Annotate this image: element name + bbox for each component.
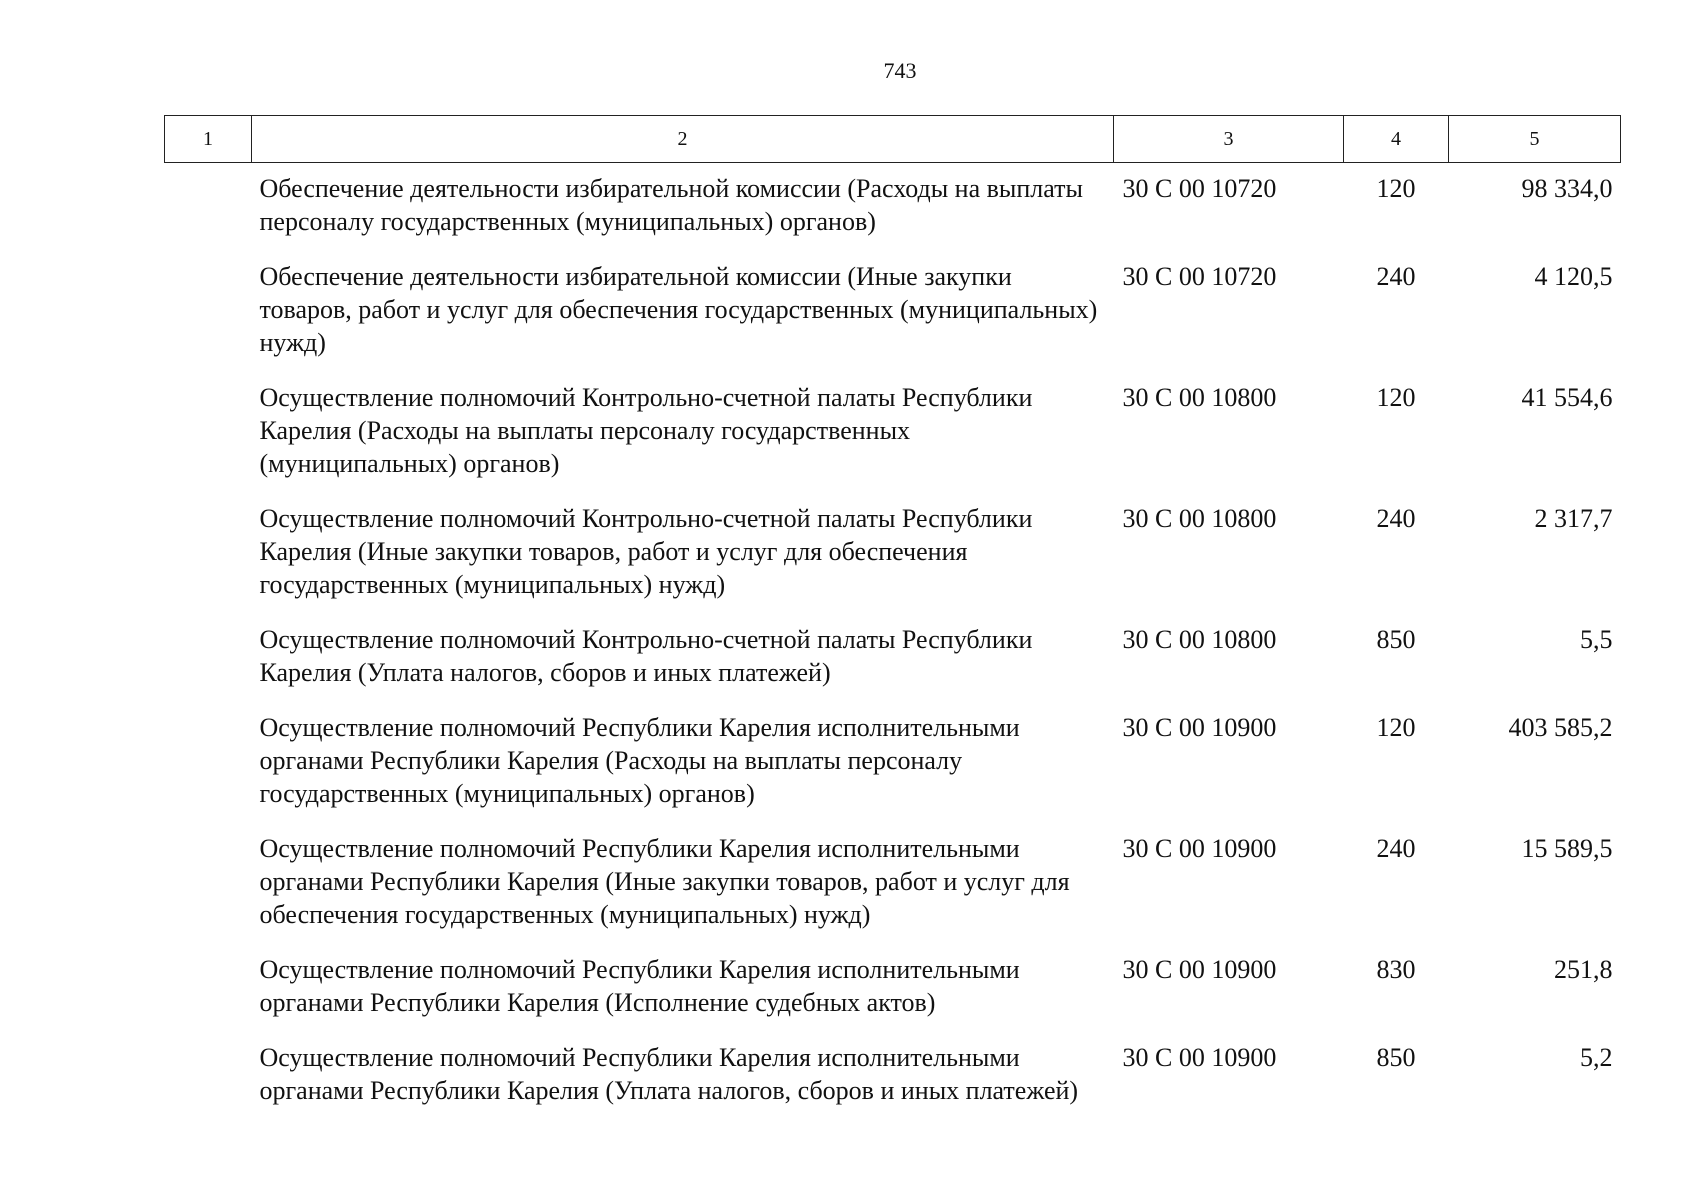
row-index-cell xyxy=(165,252,252,373)
header-col-2: 2 xyxy=(252,116,1114,163)
table-row xyxy=(165,703,1621,824)
table-row xyxy=(165,824,1621,945)
row-index-cell xyxy=(165,494,252,615)
row-index-cell xyxy=(165,373,252,494)
row-code: 30 С 00 10720 xyxy=(1122,262,1277,291)
row-amount: 5,5 xyxy=(1580,625,1613,654)
table-row xyxy=(165,945,1621,1033)
row-code: 30 С 00 10900 xyxy=(1122,713,1277,742)
row-name: Обеспечение деятельности избирательной комиссии (Расходы на выплаты персоналу государственных (муниципальных) органов) xyxy=(259,174,1083,236)
row-name: Осуществление полномочий Республики Карелия исполнительными органами Республики Карелия (Исполнение судебных актов) xyxy=(259,955,1020,1017)
row-type: 830 xyxy=(1376,955,1416,984)
row-index-cell xyxy=(165,824,252,945)
row-name: Обеспечение деятельности избирательной комиссии (Иные закупки товаров, работ и услуг для обеспечения государственных (муниципальных) нужд) xyxy=(259,262,1098,357)
row-name: Осуществление полномочий Республики Карелия исполнительными органами Республики Карелия (Уплата налогов, сборов и иных платежей) xyxy=(259,1043,1079,1105)
row-index-cell xyxy=(165,1033,252,1121)
row-amount: 4 120,5 xyxy=(1534,262,1613,291)
table-row xyxy=(165,373,1621,494)
row-name: Осуществление полномочий Контрольно-счетной палаты Республики Карелия (Расходы на выплаты персоналу государственных (муниципальных) органов) xyxy=(259,383,1033,478)
row-type: 850 xyxy=(1376,625,1416,654)
row-amount: 403 585,2 xyxy=(1508,713,1613,742)
row-type: 240 xyxy=(1376,834,1416,863)
row-code: 30 С 00 10900 xyxy=(1122,955,1277,984)
row-amount: 41 554,6 xyxy=(1521,383,1613,412)
page-number: 743 xyxy=(883,58,917,83)
row-amount: 98 334,0 xyxy=(1521,174,1613,203)
header-col-1: 1 xyxy=(165,116,252,163)
table-row xyxy=(165,615,1621,703)
row-type: 850 xyxy=(1376,1043,1416,1072)
row-code: 30 С 00 10720 xyxy=(1122,174,1277,203)
row-name: Осуществление полномочий Контрольно-счетной палаты Республики Карелия (Уплата налогов, сборов и иных платежей) xyxy=(259,625,1033,687)
row-code: 30 С 00 10800 xyxy=(1122,625,1277,654)
row-amount: 2 317,7 xyxy=(1534,504,1613,533)
table-row xyxy=(165,163,1621,253)
row-code: 30 С 00 10900 xyxy=(1122,1043,1277,1072)
row-type: 240 xyxy=(1376,504,1416,533)
row-name: Осуществление полномочий Республики Карелия исполнительными органами Республики Карелия (Расходы на выплаты персоналу государственных (муниципальных) органов) xyxy=(259,713,1020,808)
row-code: 30 С 00 10800 xyxy=(1122,383,1277,412)
header-col-3: 3 xyxy=(1114,116,1344,163)
row-index-cell xyxy=(165,163,252,253)
budget-table xyxy=(164,115,1621,1121)
table-row xyxy=(165,494,1621,615)
row-type: 120 xyxy=(1376,383,1416,412)
row-amount: 251,8 xyxy=(1554,955,1613,984)
row-type: 240 xyxy=(1376,262,1416,291)
header-col-5: 5 xyxy=(1449,116,1621,163)
row-code: 30 С 00 10800 xyxy=(1122,504,1277,533)
row-amount: 15 589,5 xyxy=(1521,834,1613,863)
header-row xyxy=(165,116,1621,163)
row-index-cell xyxy=(165,945,252,1033)
table-row xyxy=(165,1033,1621,1121)
row-amount: 5,2 xyxy=(1580,1043,1613,1072)
row-index-cell xyxy=(165,703,252,824)
row-type: 120 xyxy=(1376,713,1416,742)
row-type: 120 xyxy=(1376,174,1416,203)
table-body xyxy=(165,163,1621,1122)
row-name: Осуществление полномочий Контрольно-счетной палаты Республики Карелия (Иные закупки товаров, работ и услуг для обеспечения государственных (муниципальных) нужд) xyxy=(259,504,1033,599)
row-code: 30 С 00 10900 xyxy=(1122,834,1277,863)
header-col-4: 4 xyxy=(1344,116,1449,163)
table-row xyxy=(165,252,1621,373)
row-name: Осуществление полномочий Республики Карелия исполнительными органами Республики Карелия (Иные закупки товаров, работ и услуг для обеспечения государственных (муниципальных) нужд) xyxy=(259,834,1070,929)
table-header xyxy=(165,116,1621,163)
row-index-cell xyxy=(165,615,252,703)
